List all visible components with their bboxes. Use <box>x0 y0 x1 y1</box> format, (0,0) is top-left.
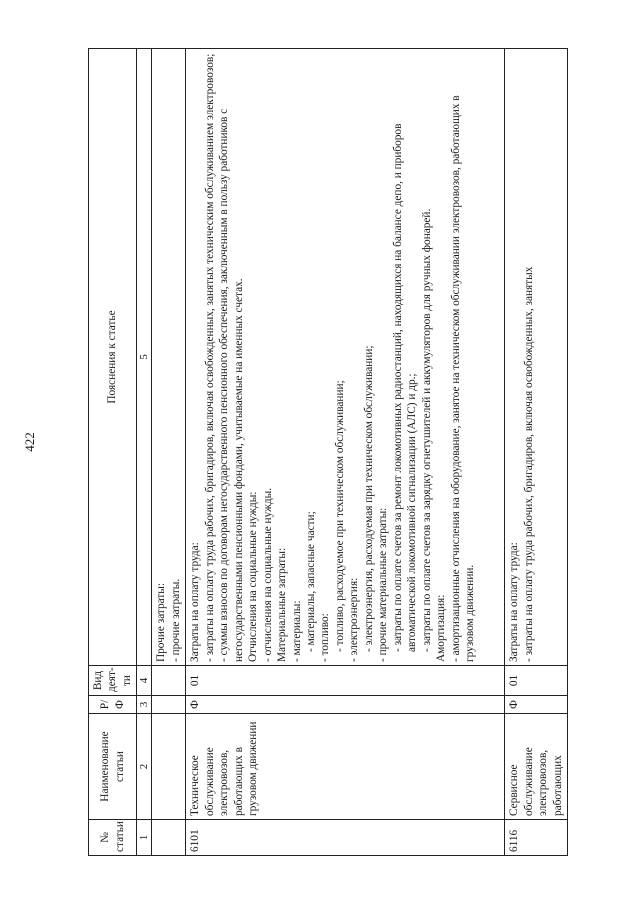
column-index-row <box>137 49 152 856</box>
item-code-cell: 6101 <box>186 820 505 856</box>
explanation-line: - затраты по оплате счетов за ремонт локомотивных радиостанций, находящихся на балансе депо, и приборов автоматической локомотивной сигнализации (АЛС) и др.; <box>391 123 419 652</box>
explanation-line: Затраты на оплату труда: <box>508 542 521 662</box>
header-item-name: Наименование статьи <box>89 714 137 820</box>
explanation-line: - затраты на оплату труда рабочих, бригадиров, включая освобожденных, занятых техническим обслуживанием электровозов; <box>203 53 216 662</box>
explanation-line: Амортизация: <box>435 594 448 662</box>
column-index: 5 <box>137 49 152 666</box>
activity-cell: 01 <box>186 666 505 696</box>
rf-cell: Ф <box>186 696 505 714</box>
table-row <box>505 49 568 856</box>
rotated-table-frame <box>88 48 568 856</box>
rf-cell <box>152 696 186 714</box>
header-activity-type: Вид деят-ти <box>89 666 137 696</box>
explanation-line: Прочие затраты: <box>155 582 168 662</box>
explanation-line: - материалы: <box>290 600 303 662</box>
rf-cell: Ф <box>505 696 568 714</box>
explanation-line: - материалы, запасные части; <box>304 511 317 652</box>
explanation-line: - электроэнергия, расходуемая при техническом обслуживании; <box>362 345 375 652</box>
header-item-number: № статьи <box>89 820 137 856</box>
explanation-line: - отчисления на социальные нужды. <box>261 487 274 662</box>
explanation-line: - топливо: <box>319 613 332 662</box>
activity-cell <box>152 666 186 696</box>
explanation-line: - амортизационные отчисления на оборудование, занятое на техническом обслуживании электровозов, работающих в грузовом движении. <box>449 95 476 662</box>
item-code-cell: 6116 <box>505 820 568 856</box>
column-index: 1 <box>137 820 152 856</box>
table-row <box>152 49 186 856</box>
explanation-line: - прочие материальные затраты: <box>377 507 390 662</box>
column-index: 2 <box>137 714 152 820</box>
explanation-line: Отчисления на социальные нужды: <box>247 491 260 662</box>
explanation-line: - суммы взносов по договорам негосударственного пенсионного обеспечения, заключенным в пользу работников с негосударственными пенсионными фондами, учитываемые на именных счетах. <box>218 108 245 662</box>
item-code-cell <box>152 820 186 856</box>
column-index: 4 <box>137 666 152 696</box>
table-row <box>186 49 505 856</box>
explanation-line: - затраты по оплате счетов за зарядку огнетушителей и аккумуляторов для ручных фонарей. <box>420 208 433 652</box>
explanation-line: Затраты на оплату труда: <box>189 542 202 662</box>
explanation-line: Материальные затраты: <box>276 547 289 662</box>
page-number: 422 <box>22 432 37 452</box>
item-name-cell <box>152 714 186 820</box>
cost-items-table <box>88 48 568 856</box>
item-name-cell: Техническое обслуживание электровозов, работающих в грузовом движении <box>186 714 505 820</box>
explanation-cell <box>505 49 568 666</box>
explanation-line: - электроэнергия: <box>348 577 361 662</box>
explanation-line: - затраты на оплату труда рабочих, бригадиров, включая освобожденных, занятых <box>522 266 535 662</box>
column-index: 3 <box>137 696 152 714</box>
explanation-line: - прочие затраты. <box>169 578 182 662</box>
explanation-cell <box>186 49 505 666</box>
explanation-cell <box>152 49 186 666</box>
activity-cell: 01 <box>505 666 568 696</box>
header-rf: Р/ Ф <box>89 696 137 714</box>
explanation-line: - топливо, расходуемое при техническом обслуживании; <box>333 380 346 652</box>
table-header-row <box>89 49 137 856</box>
item-name-cell: Сервисное обслуживание электровозов, работающих <box>505 714 568 820</box>
header-explanation: Пояснения к статье <box>89 49 137 666</box>
